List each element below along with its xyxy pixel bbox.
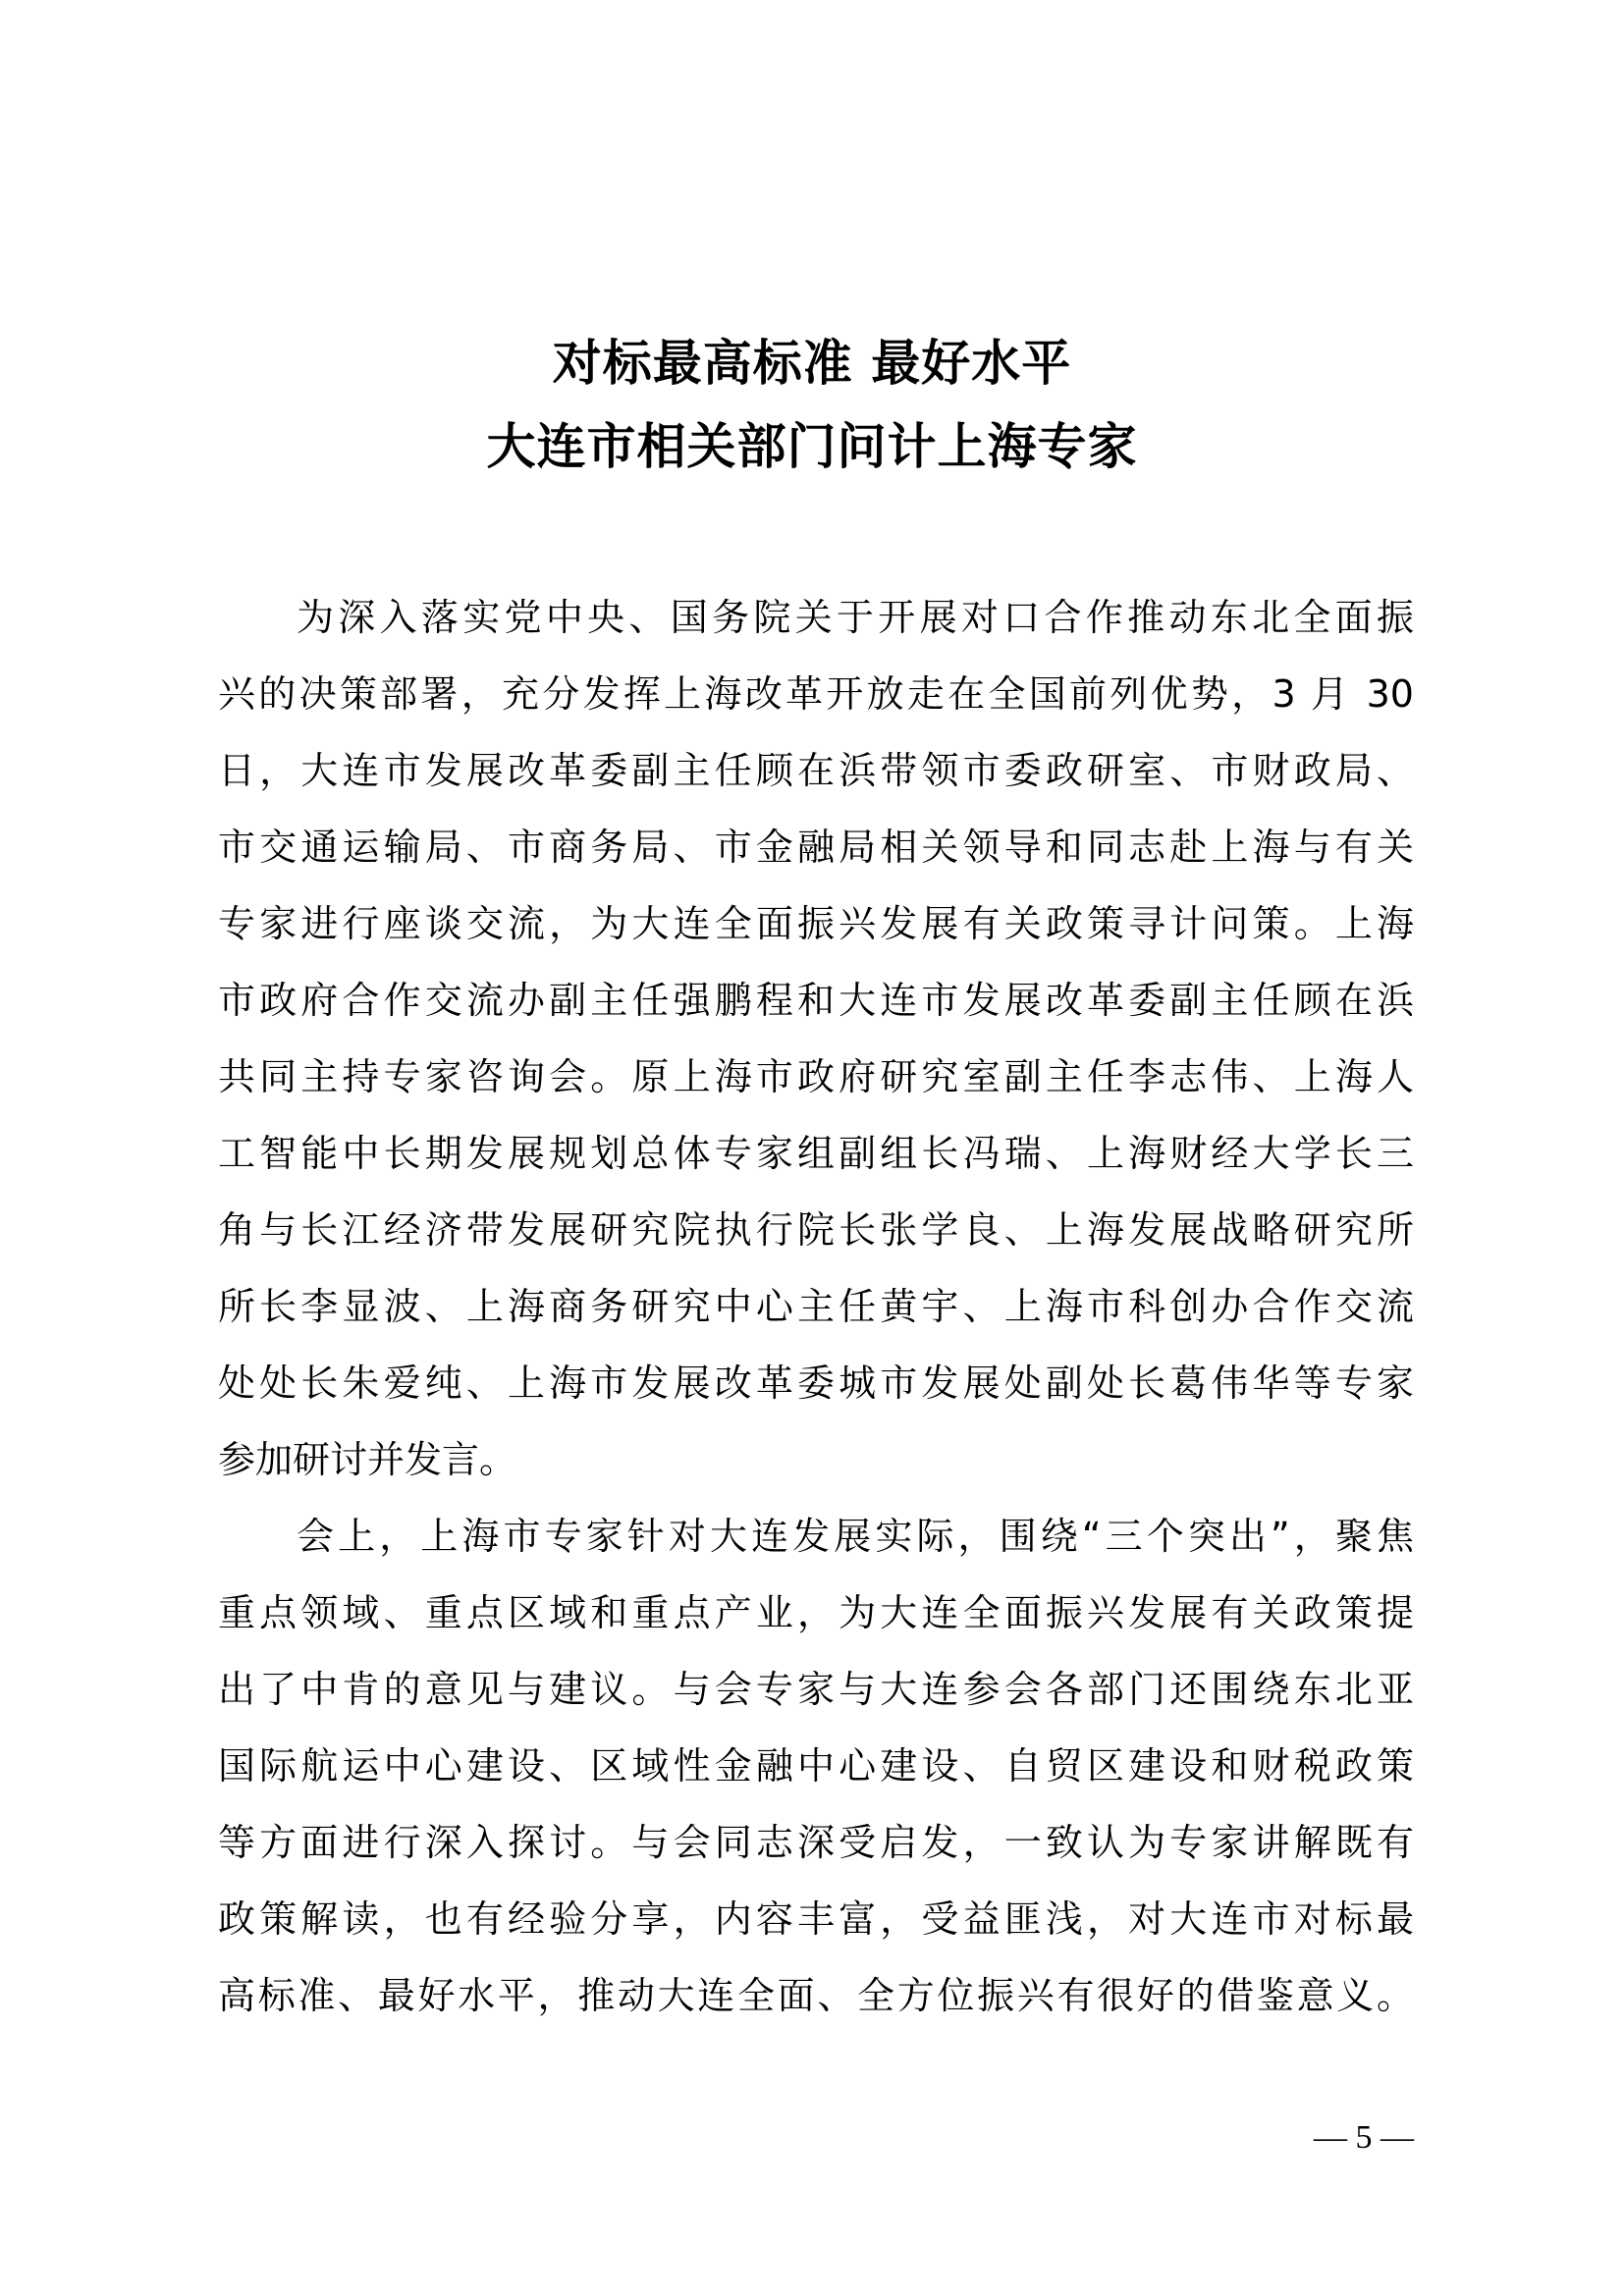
paragraph-line: 兴的决策部署，充分发挥上海改革开放走在全国前列优势，3 月 30 (218, 672, 1414, 716)
paragraph-line: 为深入落实党中央、国务院关于开展对口合作推动东北全面振 (297, 596, 1414, 639)
document-title-line-2: 大连市相关部门问计上海专家 (486, 417, 1138, 475)
paragraph-line: 高标准、最好水平，推动大连全面、全方位振兴有很好的借鉴意义。 (218, 1974, 1414, 2017)
paragraph-line: 日，大连市发展改革委副主任顾在浜带领市委政研室、市财政局、 (218, 749, 1414, 792)
document-body (218, 579, 1414, 2034)
paragraph-line: 市政府合作交流办副主任强鹏程和大连市发展改革委副主任顾在浜 (218, 979, 1414, 1022)
paragraph-line: 市交通运输局、市商务局、市金融局相关领导和同志赴上海与有关 (218, 826, 1414, 869)
paragraph-line: 专家进行座谈交流，为大连全面振兴发展有关政策寻计问策。上海 (218, 902, 1414, 945)
paragraph-line: 参加研讨并发言。 (218, 1438, 517, 1481)
paragraph-line: 处处长朱爱纯、上海市发展改革委城市发展处副处长葛伟华等专家 (218, 1362, 1414, 1405)
paragraph-line: 重点领域、重点区域和重点产业，为大连全面振兴发展有关政策提 (218, 1591, 1414, 1634)
paragraph-line: 工智能中长期发展规划总体专家组副组长冯瑞、上海财经大学长三 (218, 1132, 1414, 1175)
paragraph-line: 国际航运中心建设、区域性金融中心建设、自贸区建设和财税政策 (218, 1744, 1414, 1788)
paragraph-line: 所长李显波、上海商务研究中心主任黄宇、上海市科创办合作交流 (218, 1285, 1414, 1328)
paragraph-2 (218, 1498, 1414, 2034)
paragraph-line: 等方面进行深入探讨。与会同志深受启发，一致认为专家讲解既有 (218, 1821, 1414, 1864)
paragraph-1 (218, 579, 1414, 1498)
paragraph-line: 出了中肯的意见与建议。与会专家与大连参会各部门还围绕东北亚 (218, 1668, 1414, 1711)
document-title-line-1: 对标最高标准 最好水平 (552, 334, 1072, 392)
paragraph-line: 会上，上海市专家针对大连发展实际，围绕“三个突出”，聚焦 (297, 1515, 1414, 1558)
paragraph-line: 政策解读，也有经验分享，内容丰富，受益匪浅，对大连市对标最 (218, 1897, 1414, 1941)
paragraph-line: 角与长江经济带发展研究院执行院长张学良、上海发展战略研究所 (218, 1208, 1414, 1252)
paragraph-line: 共同主持专家咨询会。原上海市政府研究室副主任李志伟、上海人 (218, 1055, 1414, 1098)
page-number: — 5 — (1314, 2119, 1414, 2156)
